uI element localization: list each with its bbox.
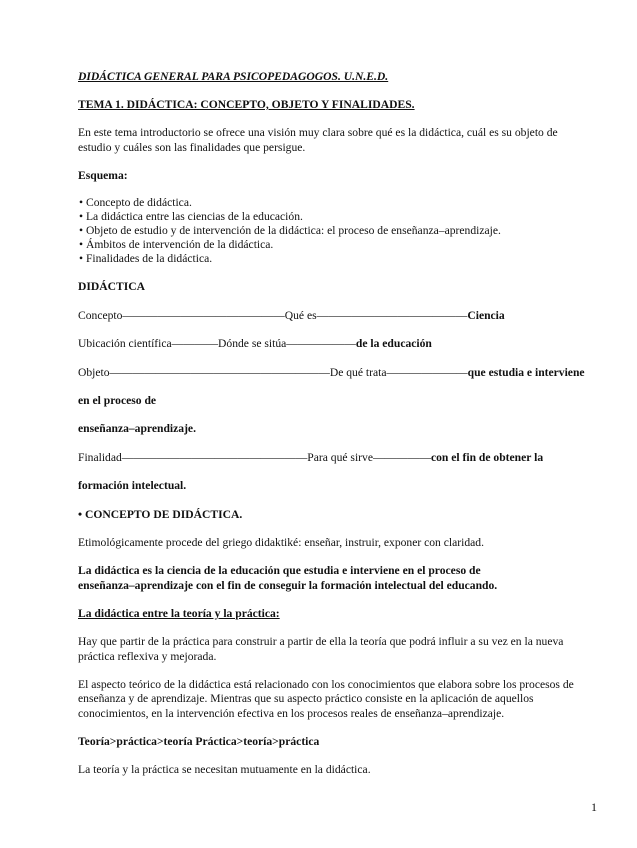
- paragraph-line: enseñanza y de aprendizaje. Mientras que su aspecto práctico consiste en la aplicación de aquellos: [78, 692, 534, 705]
- esquema-item: • Concepto de didáctica.: [79, 196, 192, 209]
- objeto-label: Objeto———————————————————De qué trata———————: [78, 366, 468, 379]
- finalidad-label: Finalidad————————————————Para qué sirve—————: [78, 451, 431, 464]
- page-number: 1: [591, 800, 597, 814]
- ubicacion-row: [78, 336, 432, 351]
- esquema-item: • Objeto de estudio y de intervención de la didáctica: el proceso de enseñanza–aprendizaje.: [79, 224, 501, 237]
- etimologia-text: Etimológicamente procede del griego didaktiké: enseñar, instruir, exponer con claridad.: [78, 536, 484, 549]
- objeto-value: que estudia e interviene: [467, 366, 585, 379]
- objeto-cont: en el proceso de: [78, 394, 157, 407]
- definicion-line: La didáctica es la ciencia de la educación que estudia e interviene en el proceso de: [78, 564, 481, 577]
- finalidad-value: con el fin de obtener la: [430, 451, 544, 464]
- concepto-row: [78, 308, 505, 323]
- course-title: DIDÁCTICA GENERAL PARA PSICOPEDAGOGOS. U.N.E.D.: [78, 70, 389, 83]
- finalidad-cont: formación intelectual.: [78, 479, 187, 492]
- ubicacion-value: de la educación: [355, 337, 432, 350]
- concepto-value: Ciencia: [467, 309, 505, 322]
- intro-line: En este tema introductorio se ofrece una visión muy clara sobre qué es la didáctica, cuál es su objeto de: [78, 126, 558, 139]
- esquema-item: • La didáctica entre las ciencias de la educación.: [79, 210, 303, 223]
- paragraph-line: Hay que partir de la práctica para construir a partir de ella la teoría que podrá influir a su vez en la nueva: [78, 635, 564, 648]
- objeto-row: [78, 365, 585, 380]
- finalidad-row: [78, 450, 543, 465]
- didactica-title: DIDÁCTICA: [78, 280, 145, 293]
- intro-line: estudio y cuáles son las finalidades que persigue.: [78, 141, 306, 154]
- closing-line: La teoría y la práctica se necesitan mutuamente en la didáctica.: [78, 763, 371, 776]
- concepto-heading: • CONCEPTO DE DIDÁCTICA.: [78, 508, 243, 521]
- esquema-title: Esquema:: [78, 169, 128, 182]
- esquema-item: • Ámbitos de intervención de la didáctica.: [79, 238, 274, 251]
- paragraph-line: conocimientos, en la intervención efectiva en los procesos reales de enseñanza–aprendizaje.: [78, 707, 505, 720]
- esquema-item: • Finalidades de la didáctica.: [79, 252, 213, 265]
- concepto-label: Concepto——————————————Qué es—————————————: [78, 309, 468, 322]
- paragraph-line: práctica reflexiva y mejorada.: [78, 650, 217, 663]
- paragraph-line: El aspecto teórico de la didáctica está relacionado con los conocimientos que elabora sobre los procesos de: [78, 678, 574, 691]
- ubicacion-label: Ubicación científica————Dónde se sitúa——————: [78, 337, 356, 350]
- definicion-line: enseñanza–aprendizaje con el fin de conseguir la formación intelectual del educando.: [78, 579, 498, 592]
- tema-title: TEMA 1. DIDÁCTICA: CONCEPTO, OBJETO Y FINALIDADES.: [78, 98, 415, 111]
- objeto-cont: enseñanza–aprendizaje.: [78, 422, 196, 435]
- cycle-line: Teoría>práctica>teoría Práctica>teoría>práctica: [78, 735, 320, 748]
- teoria-practica-heading: La didáctica entre la teoría y la práctica:: [78, 607, 280, 620]
